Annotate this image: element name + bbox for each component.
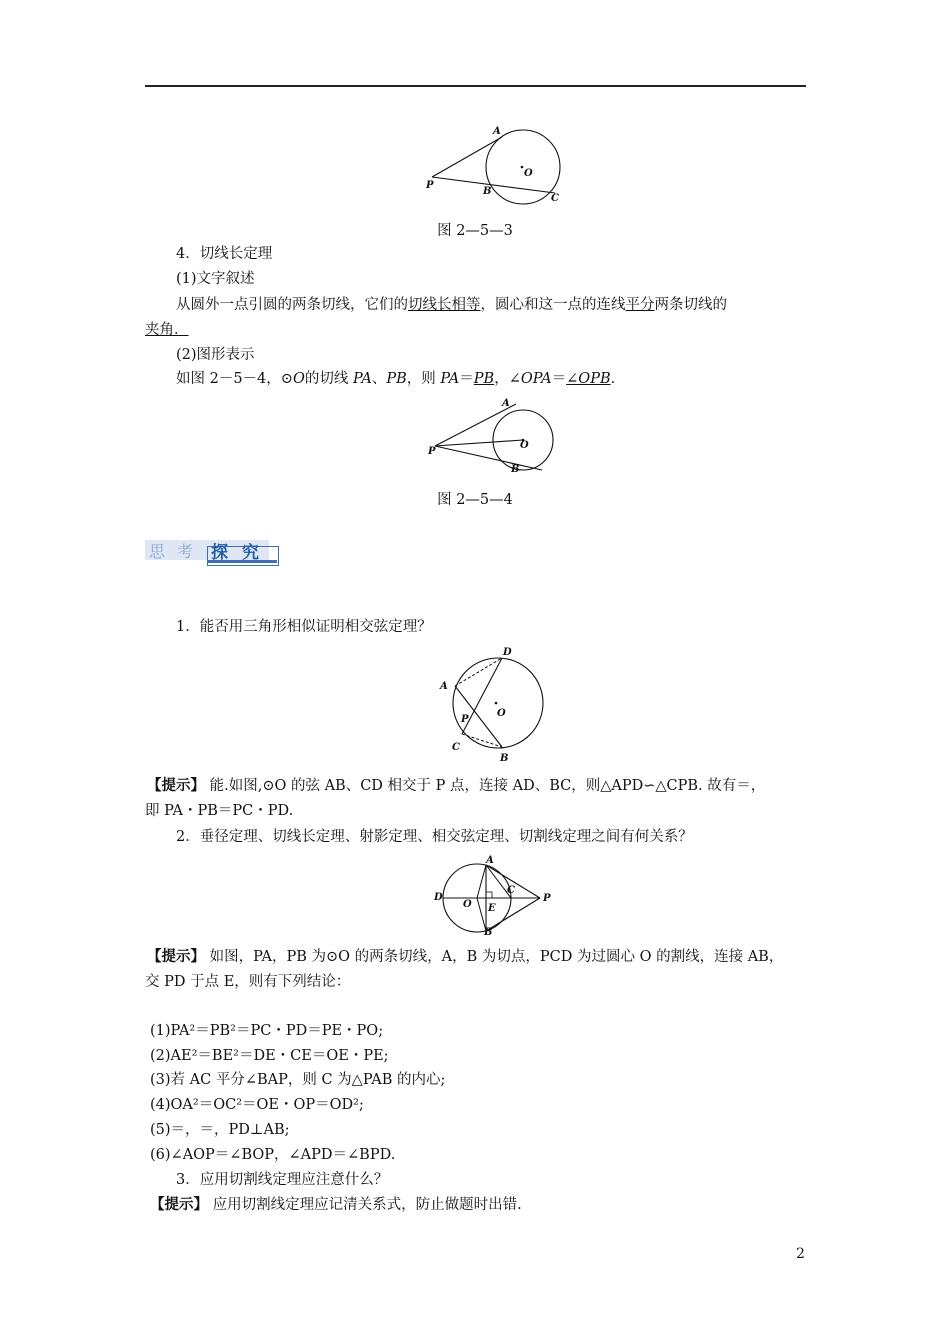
hint-1-line-2: 即 PA・PB＝PC・PD. xyxy=(145,803,294,819)
line-po xyxy=(435,440,523,446)
label-o: O xyxy=(524,168,533,179)
figure-statement: 如图 2－5－4，⊙O的切线 PA、PB，则 PA＝PB，∠OPA＝∠OPB. xyxy=(176,371,616,387)
hint-2-line-2: 交 PD 于点 E，则有下列结论： xyxy=(145,974,351,990)
conclusion-5: (5)＝，＝，PD⊥AB; xyxy=(150,1122,290,1138)
question-1: 1．能否用三角形相似证明相交弦定理？ xyxy=(176,619,432,635)
subheading-figure: (2)图形表示 xyxy=(176,347,255,363)
figure-q2 xyxy=(430,852,560,937)
conclusion-1: (1)PA²＝PB²＝PC・PD＝PE・PO; xyxy=(150,1023,384,1039)
label-p: P xyxy=(461,714,469,725)
label-d: D xyxy=(434,892,443,903)
radius-oa xyxy=(477,865,486,898)
label-p: P xyxy=(428,446,436,457)
hint-1-line-1: 【提示】 能.如图,⊙O 的弦 AB、CD 相交于 P 点，连接 AD、BC，则△APD∽△CPB. 故有＝， xyxy=(147,777,766,794)
figure-2-5-4 xyxy=(420,396,560,481)
label-d: D xyxy=(503,647,512,658)
theorem-text-cont: 夹角． xyxy=(145,322,189,338)
subheading-text: (1)文字叙述 xyxy=(176,271,255,287)
section-heading: 4．切线长定理 xyxy=(176,246,273,262)
label-a: A xyxy=(502,398,510,409)
label-c: C xyxy=(507,885,515,896)
circle xyxy=(453,658,543,748)
secant-pc xyxy=(432,177,555,193)
conclusion-3: (3)若 AC 平分∠BAP，则 C 为△PAB 的内心; xyxy=(150,1072,446,1088)
label-e: E xyxy=(488,903,496,914)
label-o: O xyxy=(497,708,506,719)
banner-char-4: 究 xyxy=(242,543,259,563)
label-c: C xyxy=(452,742,460,753)
label-a: A xyxy=(493,126,501,137)
label-b: B xyxy=(500,753,509,764)
header-rule xyxy=(145,85,806,87)
label-a: A xyxy=(440,681,448,692)
question-3: 3．应用切割线定理应注意什么？ xyxy=(176,1172,389,1188)
figure-2-5-3 xyxy=(420,120,580,210)
label-o: O xyxy=(463,899,472,910)
conclusion-4: (4)OA²＝OC²＝OE・OP＝OD²; xyxy=(150,1097,364,1113)
banner-char-1: 思 xyxy=(149,542,166,561)
label-c: C xyxy=(551,193,559,204)
caption-2-5-3: 图 2—5—3 xyxy=(437,223,513,239)
label-b: B xyxy=(483,186,492,197)
conclusion-6: (6)∠AOP＝∠BOP，∠APD＝∠BPD. xyxy=(150,1147,396,1163)
tangent-pa xyxy=(432,137,502,177)
question-2: 2．垂径定理、切线长定理、射影定理、相交弦定理、切割线定理之间有何关系？ xyxy=(176,829,693,845)
page-number: 2 xyxy=(796,1246,805,1262)
tangent-pa xyxy=(435,404,516,446)
caption-2-5-4: 图 2—5—4 xyxy=(437,492,513,508)
hint-2-line-1: 【提示】 如图，PA，PB 为⊙O 的两条切线，A，B 为切点，PCD 为过圆心 O 的割线，连接 AB， xyxy=(147,948,784,965)
hint-3: 【提示】 应用切割线定理应记清关系式，防止做题时出错. xyxy=(150,1196,522,1213)
think-explore-banner xyxy=(145,538,277,568)
theorem-text: 从圆外一点引圆的两条切线，它们的切线长相等，圆心和这一点的连线平分两条切线的 xyxy=(176,297,727,313)
label-p: P xyxy=(543,893,551,904)
conclusion-2: (2)AE²＝BE²＝DE・CE＝OE・PE; xyxy=(150,1048,389,1064)
label-o: O xyxy=(520,440,529,451)
figure-q1 xyxy=(430,640,560,768)
label-b: B xyxy=(511,464,520,475)
label-a: A xyxy=(486,855,494,866)
label-p: P xyxy=(426,180,434,191)
label-b: B xyxy=(484,927,493,937)
banner-char-2: 考 xyxy=(177,542,194,561)
banner-char-3: 探 xyxy=(211,543,228,563)
